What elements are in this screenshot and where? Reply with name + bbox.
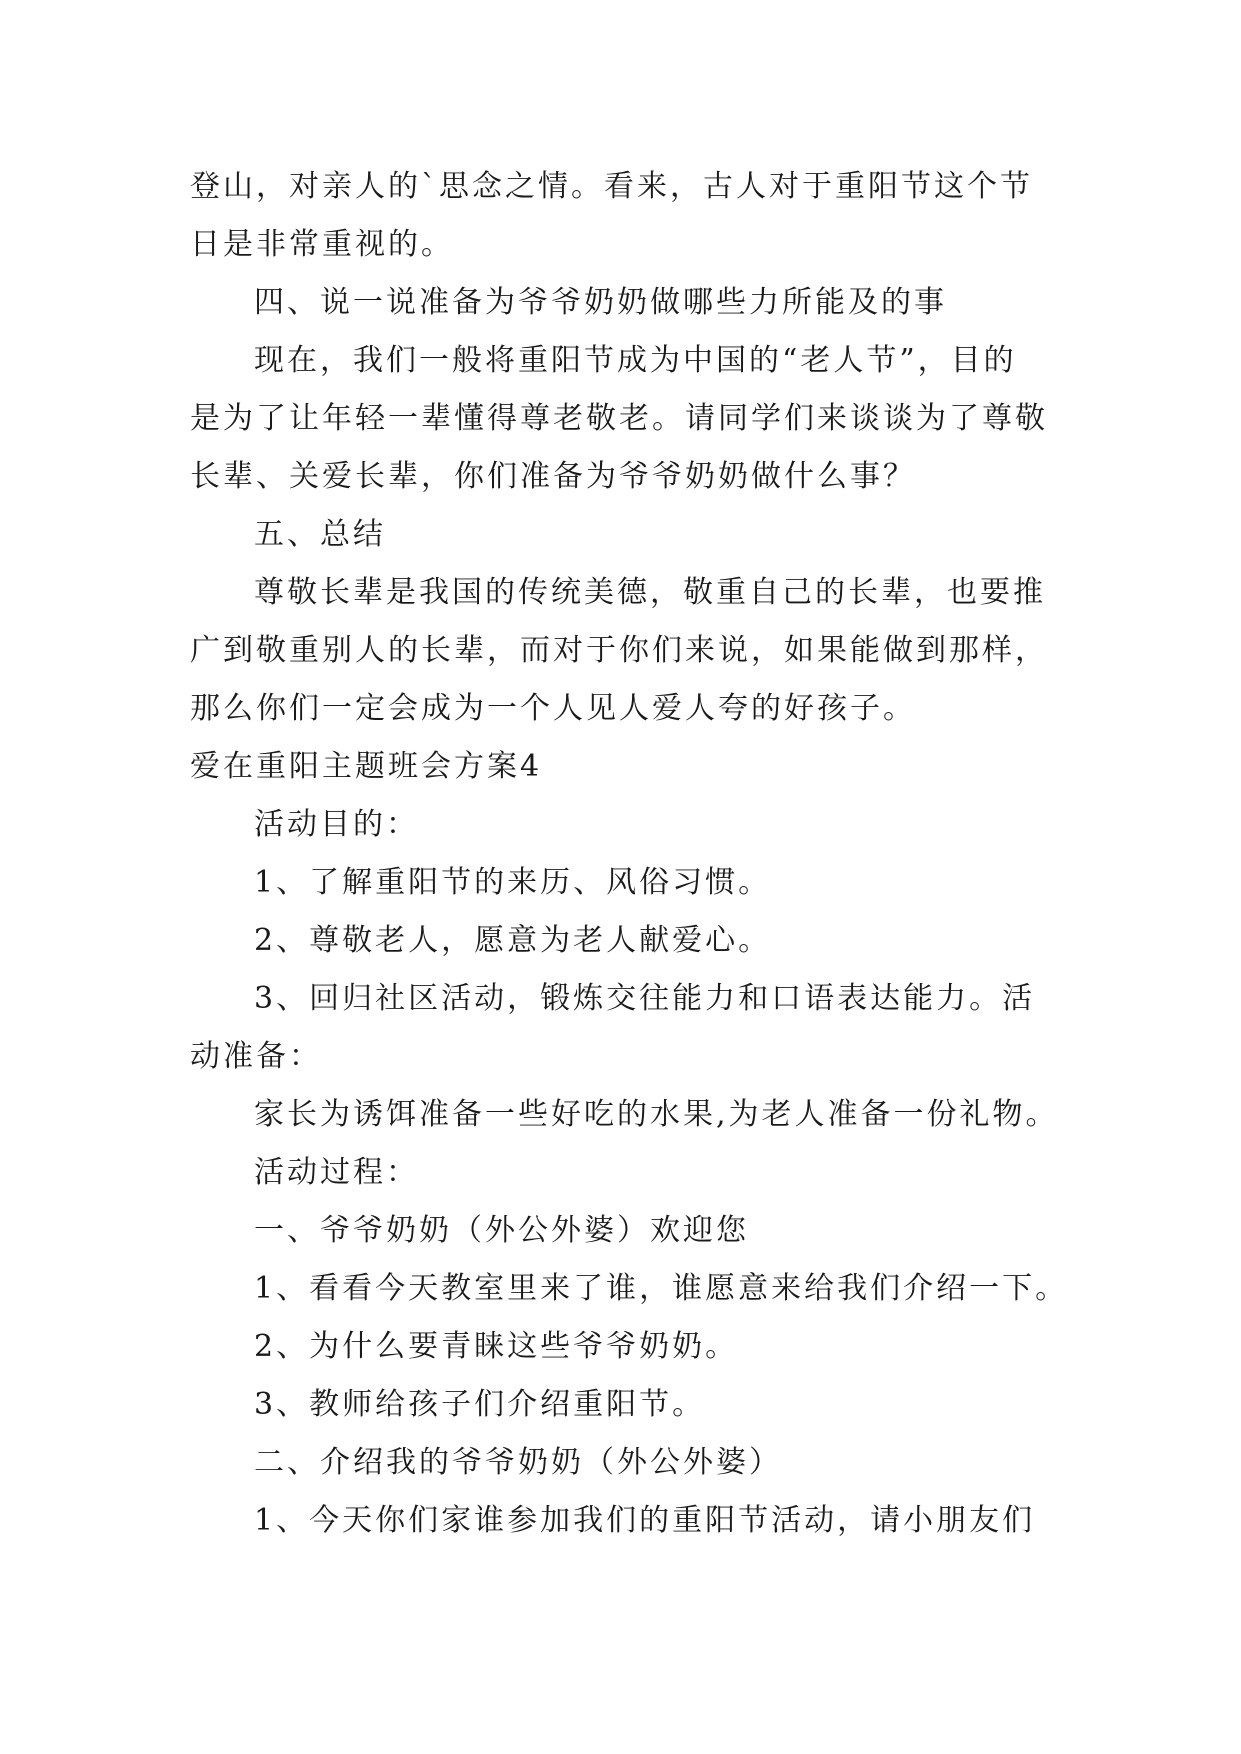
list-item: [190, 1376, 1060, 1434]
text-line: [190, 390, 1060, 448]
line-text: 尊敬长辈是我国的传统美德，敬重自己的长辈，也要推: [254, 575, 1046, 610]
list-item: [190, 1260, 1069, 1318]
line-text: 一、爷爷奶奶（外公外婆）欢迎您: [254, 1213, 749, 1248]
section-heading: [190, 1144, 1060, 1202]
text-line: [190, 1028, 1060, 1086]
line-text: 二、介绍我的爷爷奶奶（外公外婆）: [254, 1445, 782, 1480]
text-line: [190, 448, 1060, 506]
line-text: 现在，我们一般将重阳节成为中国的“老人节”，目的: [254, 343, 1017, 378]
list-item: [190, 970, 1060, 1028]
text-line: [190, 1086, 1060, 1144]
line-text: 3、教师给孩子们介绍重阳节。: [254, 1387, 706, 1422]
line-text: 活动目的：: [254, 807, 419, 842]
list-item: [190, 1318, 1060, 1376]
list-item: [190, 912, 1060, 970]
list-item: [190, 854, 1060, 912]
line-text: 四、说一说准备为爷爷奶奶做哪些力所能及的事: [254, 285, 947, 320]
text-line: [190, 158, 1060, 216]
line-text: 动准备：: [190, 1039, 322, 1074]
line-text: 那么你们一定会成为一个人见人爱人夸的好孩子。: [190, 691, 916, 726]
line-text: 活动过程：: [254, 1155, 419, 1190]
line-text: 3、回归社区活动，锻炼交往能力和口语表达能力。活: [254, 981, 1036, 1016]
list-item: [190, 1492, 1060, 1550]
line-text: 爱在重阳主题班会方案4: [190, 749, 543, 784]
text-line: [190, 622, 1060, 680]
text-line: [190, 680, 1060, 738]
line-text: 是为了让年轻一辈懂得尊老敬老。请同学们来谈谈为了尊敬: [190, 401, 1048, 436]
section-heading: [190, 506, 1060, 564]
line-text: 广到敬重别人的长辈，而对于你们来说，如果能做到那样，: [190, 633, 1048, 668]
line-text: 2、尊敬老人，愿意为老人献爱心。: [254, 923, 772, 958]
text-line: [190, 564, 1060, 622]
section-heading: [190, 1202, 1060, 1260]
section-heading: [190, 1434, 1060, 1492]
text-line: [190, 216, 1060, 274]
line-text: 日是非常重视的。: [190, 227, 454, 262]
section-heading: [190, 274, 1060, 332]
line-text: 1、了解重阳节的来历、风俗习惯。: [254, 865, 772, 900]
line-text: 1、看看今天教室里来了谁，谁愿意来给我们介绍一下。: [254, 1271, 1069, 1306]
document-title: [190, 738, 1060, 796]
line-text: 长辈、关爱长辈，你们准备为爷爷奶奶做什么事？: [190, 459, 916, 494]
text-line: [190, 332, 1060, 390]
line-text: 五、总结: [254, 517, 386, 552]
document-body: [190, 158, 1069, 1550]
line-text: 1、今天你们家谁参加我们的重阳节活动，请小朋友们: [254, 1503, 1036, 1538]
line-text: 登山，对亲人的`思念之情。看来，古人对于重阳节这个节: [190, 169, 1033, 204]
section-heading: [190, 796, 1060, 854]
line-text: 2、为什么要青睐这些爷爷奶奶。: [254, 1329, 739, 1364]
line-text: 家长为诱饵准备一些好吃的水果,为老人准备一份礼物。: [254, 1097, 1059, 1132]
